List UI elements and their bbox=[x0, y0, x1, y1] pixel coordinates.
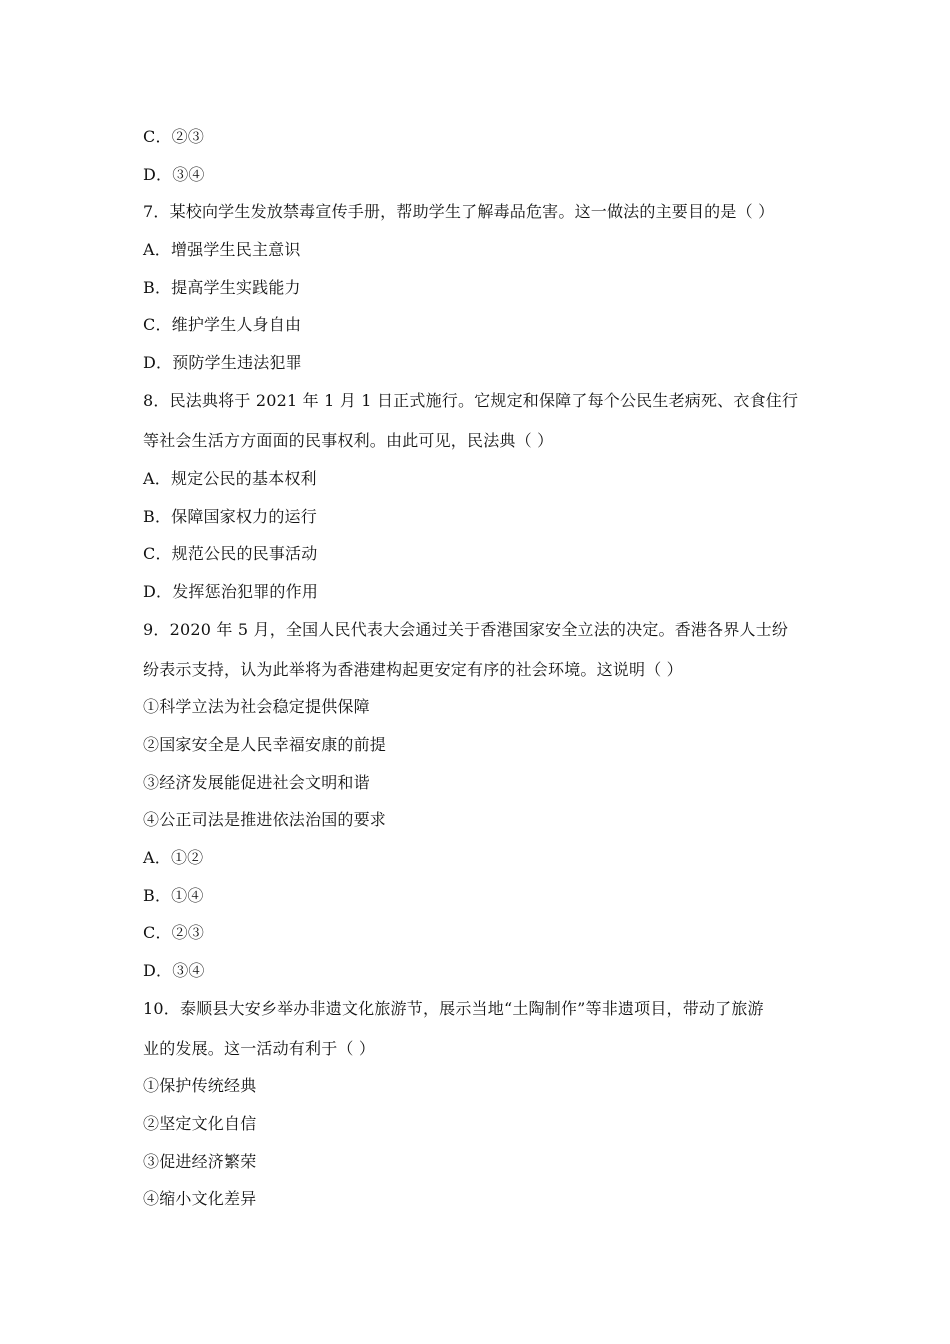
q9-statement-3: ③经济发展能促进社会文明和谐 bbox=[143, 773, 370, 792]
q6-option-d: D．③④ bbox=[143, 165, 205, 184]
q7-option-b: B．提高学生实践能力 bbox=[143, 278, 301, 297]
q7-option-d: D．预防学生违法犯罪 bbox=[143, 353, 302, 372]
q8-stem-line2: 等社会生活方方面面的民事权利。由此可见，民法典（ ） bbox=[143, 431, 554, 450]
q10-statement-3: ③促进经济繁荣 bbox=[143, 1152, 257, 1171]
q9-option-b: B．①④ bbox=[143, 886, 204, 905]
q8-option-d: D．发挥惩治犯罪的作用 bbox=[143, 582, 319, 601]
q9-statement-2: ②国家安全是人民幸福安康的前提 bbox=[143, 735, 387, 754]
q10-statement-4: ④缩小文化差异 bbox=[143, 1189, 257, 1208]
q10-statement-1: ①保护传统经典 bbox=[143, 1076, 257, 1095]
q9-statement-4: ④公正司法是推进依法治国的要求 bbox=[143, 810, 387, 829]
q9-statement-1: ①科学立法为社会稳定提供保障 bbox=[143, 697, 370, 716]
q9-stem-line2: 纷表示支持，认为此举将为香港建构起更安定有序的社会环境。这说明（ ） bbox=[143, 660, 683, 679]
q8-option-b: B．保障国家权力的运行 bbox=[143, 507, 317, 526]
q8-option-c: C．规范公民的民事活动 bbox=[143, 544, 318, 563]
q7-stem: 7．某校向学生发放禁毒宣传手册，帮助学生了解毒品危害。这一做法的主要目的是（ ） bbox=[143, 202, 775, 221]
q10-statement-2: ②坚定文化自信 bbox=[143, 1114, 257, 1133]
q9-option-c: C．②③ bbox=[143, 923, 205, 942]
q9-option-a: A．①② bbox=[143, 848, 204, 867]
q10-stem-line2: 业的发展。这一活动有利于（ ） bbox=[143, 1039, 376, 1058]
q9-stem-line1: 9．2020 年 5 月，全国人民代表大会通过关于香港国家安全立法的决定。香港各界人士纷 bbox=[143, 620, 789, 639]
q9-option-d: D．③④ bbox=[143, 961, 205, 980]
q10-stem-line1: 10．泰顺县大安乡举办非遗文化旅游节，展示当地“土陶制作”等非遗项目，带动了旅游 bbox=[143, 999, 764, 1018]
q6-option-c: C．②③ bbox=[143, 127, 205, 146]
q7-option-c: C．维护学生人身自由 bbox=[143, 315, 302, 334]
q8-option-a: A．规定公民的基本权利 bbox=[143, 469, 317, 488]
q7-option-a: A．增强学生民主意识 bbox=[143, 240, 301, 259]
q8-stem-line1: 8．民法典将于 2021 年 1 月 1 日正式施行。它规定和保障了每个公民生老病死、衣食住行 bbox=[143, 391, 799, 410]
